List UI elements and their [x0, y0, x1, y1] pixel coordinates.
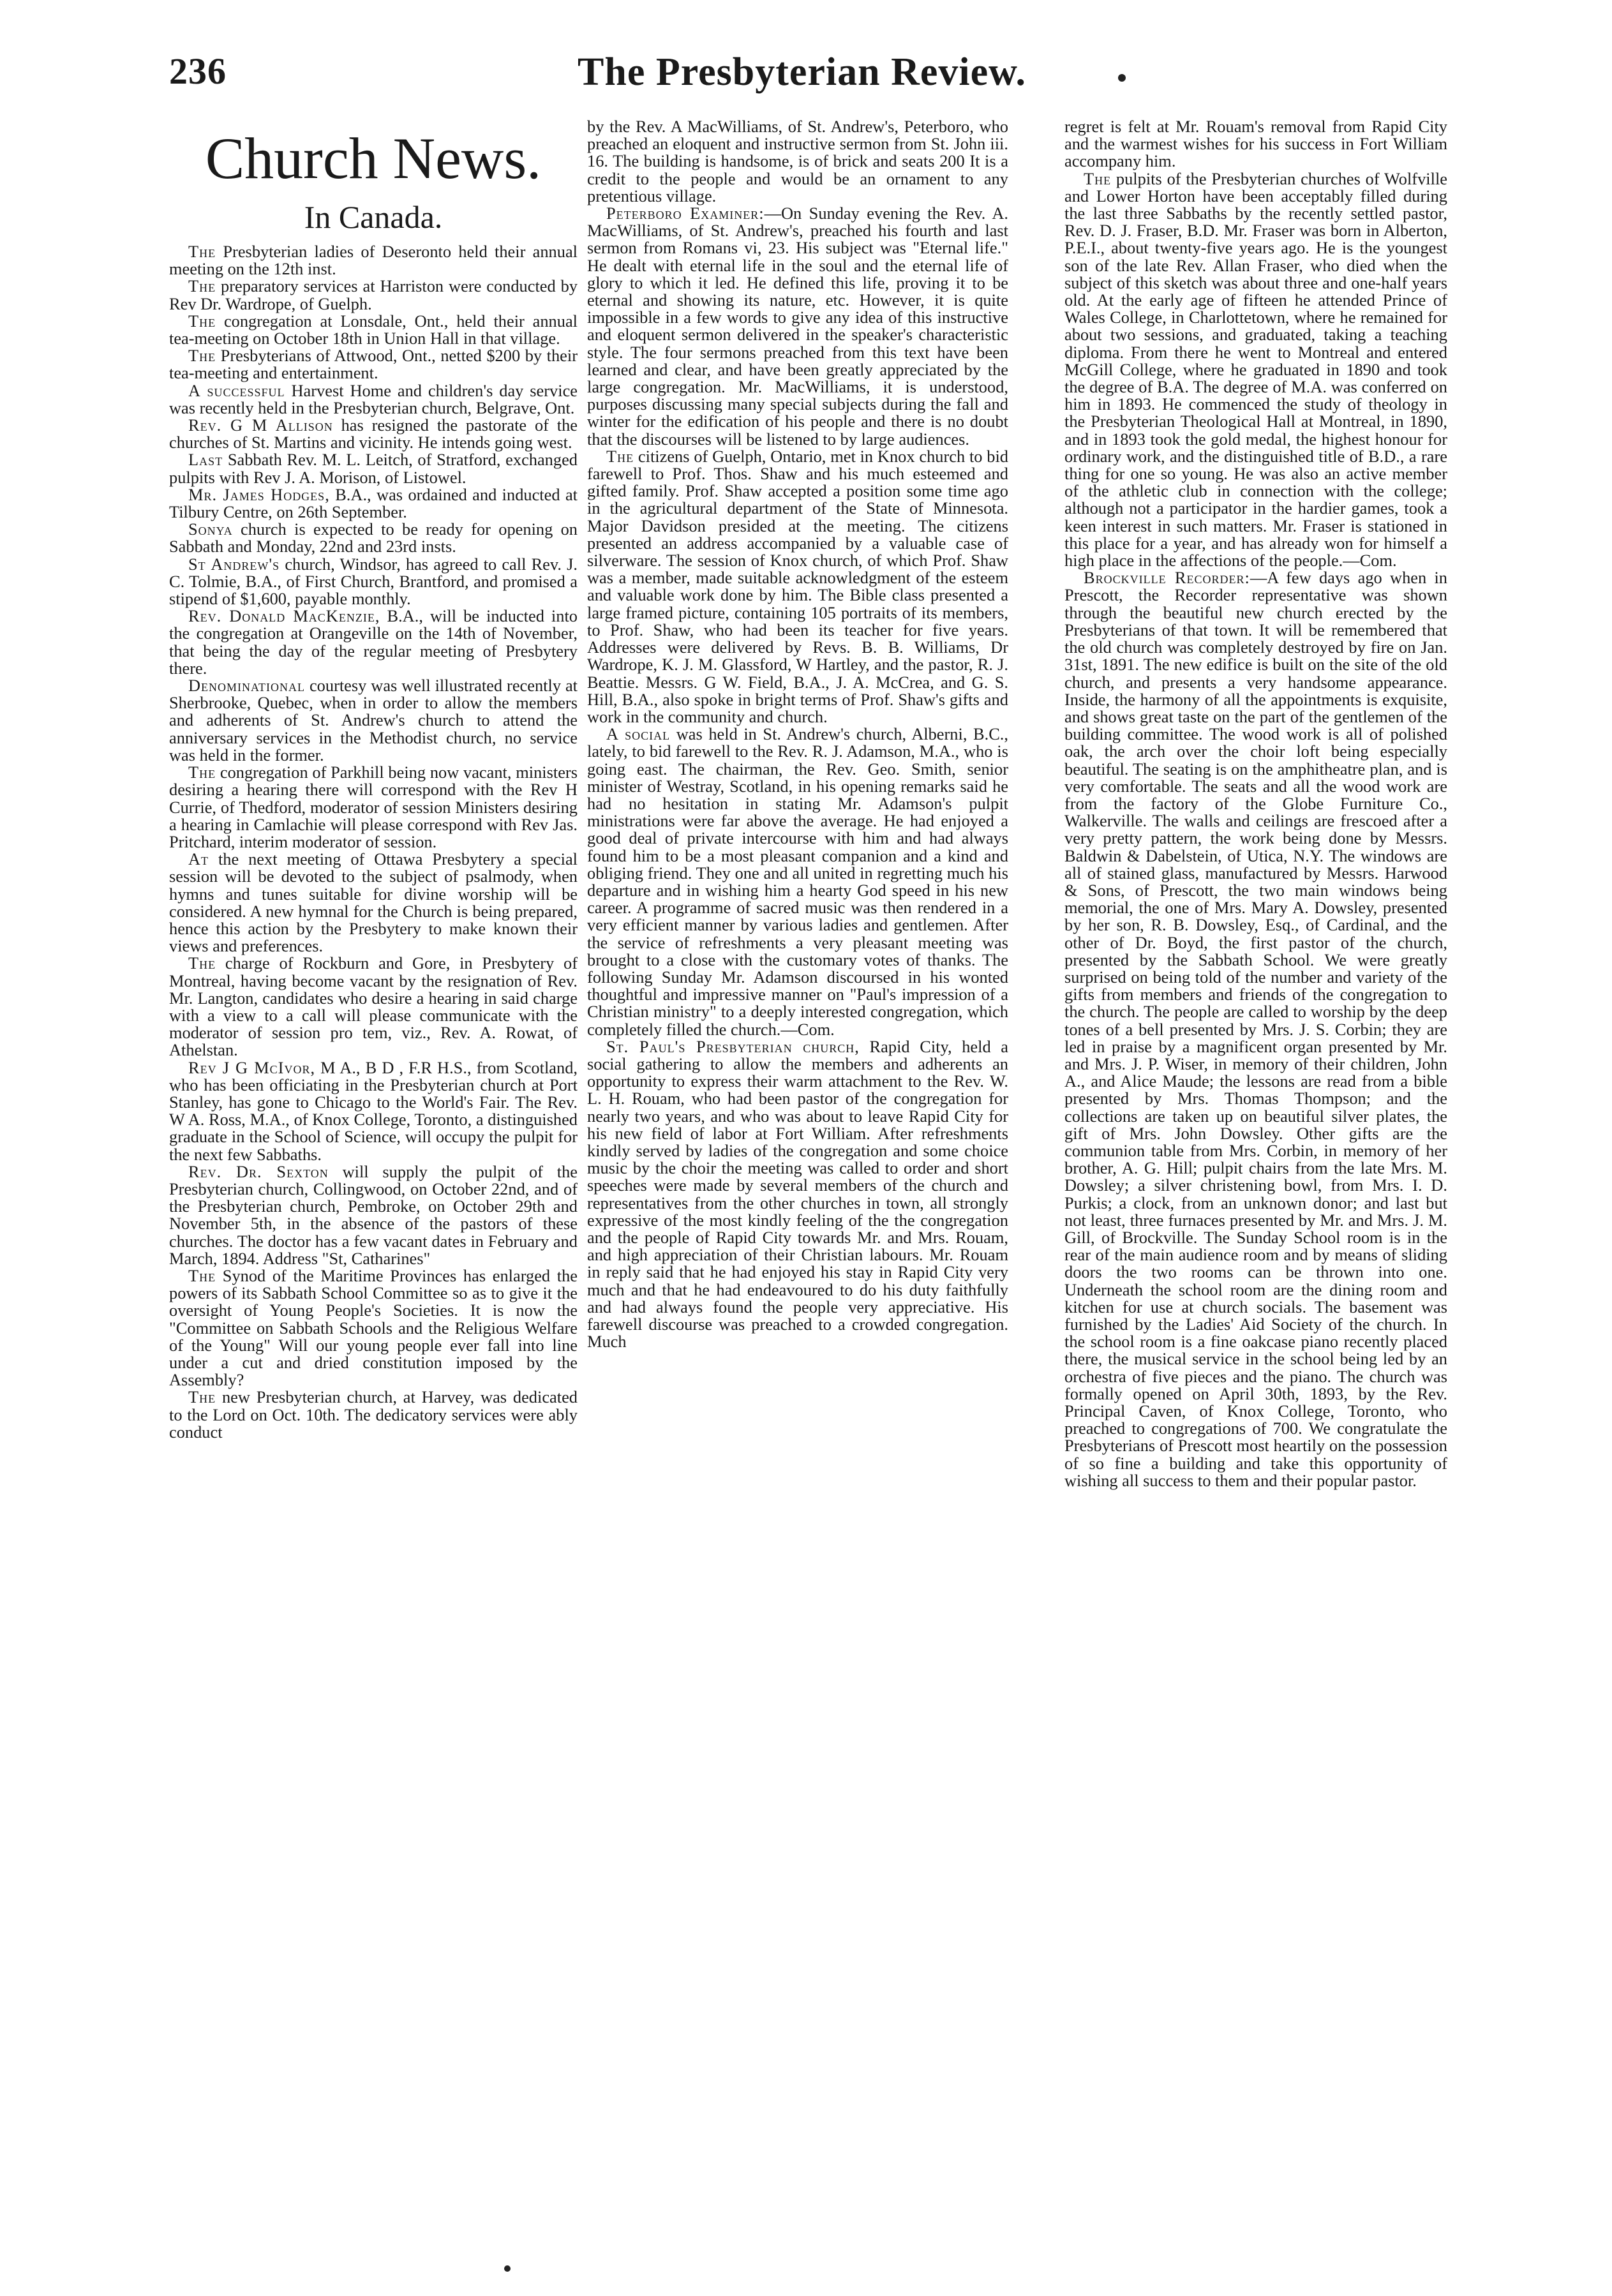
news-item — [169, 417, 578, 451]
news-item — [587, 205, 1008, 448]
news-item — [169, 1267, 578, 1389]
news-item-text: congregation at Lonsdale, Ont., held their annual tea-meeting on October 18th in Union Hall in that village. — [169, 311, 578, 348]
news-item-text: Rapid City, held a social gathering to allow the members and adherents an opportunity to express their warm attachment to the Rev. W. L. H. Rouam, who had been pastor of the congregation for nearly two years, and who was about to leave Rapid City for his new field of labor at Fort William. After refreshments kindly served by ladies of the congregation and some choice music by the choir the meeting was called to order and short speeches were made by several members of the church and representatives from the other churches in town, all strongly expressive of the most kindly feeling of the the congregation and the people of Rapid City towards Mr. and Mrs. Rouam, and high appreciation of their Christian labours. Mr. Rouam in reply said that he had enjoyed his stay in Rapid City very much and that he had endeavoured to do his duty faithfully and had always found the people very appreciative. His farewell discourse was preached to a crowded congregation. Much — [587, 1036, 1008, 1352]
news-item — [587, 448, 1008, 726]
column-1-items — [169, 243, 578, 1441]
news-item — [587, 118, 1008, 205]
news-item-text: M A., B D , F.R H.S., from Scotland, who has been officiating in the Presbyterian church at Port Stanley, has gone to Chicago to the World's Fair. The Rev. W A. Ross, M.A., of Knox College, Toronto, a distinguished graduate in the School of Science, will occupy the pulpit for the next few Sabbaths. — [169, 1057, 578, 1164]
news-item-text: church, Windsor, has agreed to call Rev. J. C. Tolmie, B.A., of First Church, Brantford, and promised a stipend of $1,600, payable monthly. — [169, 554, 578, 609]
section-title: Church News. — [205, 126, 542, 191]
news-item-text: has resigned the pastorate of the churches of St. Martins and vicinity. He intends going west. — [169, 415, 578, 452]
news-item-text: B.A., was ordained and inducted at Tilbury Centre, on 26th September. — [169, 484, 578, 522]
journal-title: The Presbyterian Review. — [578, 50, 1027, 94]
news-item — [169, 764, 578, 851]
news-item-text: the next meeting of Ottawa Presbytery a special session will be devoted to the subject of psalmody, when hymns and tunes suitable for divine worship will be considered. A new hymnal for the Church is being prepared, hence this action by the Presbytery to make known their views and preferences. — [169, 849, 578, 956]
column-3 — [1064, 118, 1447, 2218]
news-item-lead: Rev. Dr. Sexton — [188, 1161, 329, 1181]
news-item-lead: The — [606, 446, 634, 466]
news-item — [587, 1038, 1008, 1351]
column-2 — [587, 118, 1008, 2237]
news-item-text: by the Rev. A MacWilliams, of St. Andrew's, Peterboro, who preached an eloquent and instructive sermon from St. John iii. 16. The building is handsome, is of brick and seats 200 It is a credit to the people and would be an ornament to any pretentious village. — [587, 118, 1008, 205]
news-item-text: B.A., will be inducted into the congregation at Orangeville on the 14th of November, that being the day of the regular meeting of Presbytery there. — [169, 606, 578, 678]
news-item-lead: Brockville Recorder: — [1084, 568, 1250, 588]
news-item-lead: The — [188, 242, 216, 261]
news-item-lead: Rev. G M Allison — [188, 415, 333, 435]
news-item-text: citizens of Guelph, Ontario, met in Knox church to bid farewell to Prof. Thos. Shaw and his much esteemed and gifted family. Prof. Shaw accepted a position some time ago in the agricultural department of the State of Minnesota. Major Davidson presided at the meeting. The citizens presented an address accompanied by a valuable case of silverware. The session of Knox church, of which Prof. Shaw was a member, made suitable acknowledgment of the esteem and valuable work done by him. The Bible class presented a large framed picture, containing 105 portraits of its members, to Prof. Shaw, who had been its teacher for five years. Addresses were delivered by Revs. B. B. Williams, Dr Wardrope, K. J. M. Glassford, W Hartley, and the pastor, R. J. Beattie. Messrs. G W. Field, B.A., J. A. McCrea, and G. S. Hill, B.A., also spoke in bright terms of Prof. Shaw's gifts and work in the community and church. — [587, 446, 1008, 726]
news-item-lead: The — [188, 311, 216, 331]
news-item — [587, 726, 1008, 1038]
news-item-lead: The — [188, 346, 216, 366]
news-item — [1064, 569, 1447, 1489]
news-item — [1064, 118, 1447, 170]
news-item-text: Synod of the Maritime Provinces has enlarged the powers of its Sabbath School Committee so as to give it the oversight of Young People's Societies. It is now the "Committee on Sabbath Schools and the Religious Welfare of the Young" Will our young people ever fall into line under a cut and dried constitution imposed by the Assembly? — [169, 1265, 578, 1390]
news-item-lead: A social — [606, 724, 671, 744]
subsection-title: In Canada. — [304, 199, 443, 235]
news-item-lead: Denominational — [188, 676, 306, 696]
news-item-text: church is expected to be ready for opening on Sabbath and Monday, 22nd and 23rd insts. — [169, 519, 578, 556]
news-item-text: Presbyterians of Attwood, Ont., netted $200 by their tea-meeting and entertainment. — [169, 346, 578, 383]
news-item — [169, 521, 578, 555]
news-item — [169, 1163, 578, 1267]
news-item-lead: A successful — [188, 380, 285, 400]
news-item-lead: The — [188, 763, 216, 782]
news-item-text: courtesy was well illustrated recently at Sherbrooke, Quebec, when in order to allow the members and adherents of St. Andrew's church to attend the anniversary services in the Methodist church, no service was held in the former. — [169, 676, 578, 764]
news-item-lead: The — [188, 1387, 216, 1407]
news-item-lead: Peterboro Examiner: — [606, 204, 765, 223]
news-item — [169, 278, 578, 312]
news-item — [169, 382, 578, 417]
news-item — [169, 243, 578, 278]
news-item-lead: The — [1084, 168, 1112, 188]
news-item-text: new Presbyterian church, at Harvey, was dedicated to the Lord on Oct. 10th. The dedicatory services were ably conduct — [169, 1387, 578, 1442]
news-item — [169, 677, 578, 764]
column-2-items — [587, 118, 1008, 1350]
news-item-text: Sabbath Rev. M. L. Leitch, of Stratford, exchanged pulpits with Rev J. A. Morison, of Listowel. — [169, 450, 578, 487]
news-item-text: preparatory services at Harriston were conducted by Rev Dr. Wardrope, of Guelph. — [169, 276, 578, 313]
news-item-text: —On Sunday evening the Rev. A. MacWilliams, of St. Andrew's, preached his fourth and last sermon from Romans vi, 23. His subject was "Eternal life." He dealt with eternal life in the soul and the eternal life of glory to which it led. He defined this life, proving it to be eternal and showing its nature, etc. However, it is quite impossible in a few words to give any idea of this instructive and eloquent sermon delivered in the speaker's characteristic style. The four sermons preached from this text have been learned and clear, and have been greatly appreciated by the large congregation. Mr. MacWilliams, it is understood, purposes discussing many special subjects during the fall and winter for the edification of his people and there is no doubt that the discourses will be listened to by large audiences. — [587, 204, 1008, 449]
news-item — [169, 451, 578, 486]
news-item — [169, 608, 578, 677]
news-item — [169, 1059, 578, 1163]
news-item — [169, 1389, 578, 1441]
news-item-lead: Sonya — [188, 519, 233, 539]
news-item-lead: St Andrew's — [188, 554, 280, 574]
news-item-lead: The — [188, 1265, 216, 1285]
column-3-items — [1064, 118, 1447, 1489]
column-1 — [169, 118, 578, 2237]
news-item-text: was held in St. Andrew's church, Alberni, B.C., lately, to bid farewell to the Rev. R. J. Adamson, M.A., who is going east. The chairman, the Rev. Geo. Smith, senior minister of Westray, Scotland, in his opening remarks said he had no hesitation in stating Mr. Adamson's pulpit ministrations were far above the average. He had enjoyed a good deal of private intercourse with him and had always found him to be a most pleasant companion and a kind and obliging friend. They one and all united in regretting much his departure and in wishing him a hearty God speed in his new career. A programme of sacred music was then rendered in a very efficient manner by various ladies and gentlemen. After the service of refreshments a very pleasant meeting was brought to a close with the customary votes of thanks. The following Sunday Mr. Adamson discoursed in his wonted thoughtful and impressive manner on "Paul's impression of a Christian ministry" to a deeply interested congregation, which completely filled the church.—Com. — [587, 724, 1008, 1039]
news-item-lead: At — [188, 849, 209, 869]
news-item-lead: Mr. James Hodges, — [188, 484, 330, 504]
print-mark — [1118, 74, 1126, 82]
news-item — [169, 955, 578, 1059]
news-item-text: will supply the pulpit of the Presbyterian church, Collingwood, on October 22nd, and of the Presbyterian church, Pembroke, on October 29th and November 5th, in the absence of the pastors of these churches. The doctor has a few vacant dates in February and March, 1894. Address "St, Catharines" — [169, 1161, 578, 1268]
news-item-lead: Last — [188, 450, 223, 470]
news-item-lead: The — [188, 953, 216, 973]
page-number: 236 — [169, 50, 227, 92]
news-item — [169, 851, 578, 955]
print-mark-bottom — [504, 2265, 511, 2272]
news-item-text: charge of Rockburn and Gore, in Presbytery of Montreal, having become vacant by the resignation of Rev. Mr. Langton, candidates who desire a hearing in said charge with a view to a call will please communicate with the moderator of session pro tem, viz., Rev. A. Rowat, of Athelstan. — [169, 953, 578, 1060]
news-item-text: Harvest Home and children's day service was recently held in the Presbyterian church, Belgrave, Ont. — [169, 380, 578, 417]
news-item-lead: St. Paul's Presbyterian church, — [606, 1036, 860, 1056]
news-item — [169, 486, 578, 521]
news-item-text: —A few days ago when in Prescott, the Recorder representative was shown through the beautiful new church erected by the Presbyterians of that town. It will be remembered that the old church was completely destroyed by fire on Jan. 31st, 1891. The new edifice is built on the site of the old church, and presents a very handsome appearance. Inside, the harmony of all the appointments is exquisite, and shows great taste on the part of the gentlemen of the building committee. The wood work is all of polished oak, the arch over the choir loft being especially beautiful. The seating is on the amphitheatre plan, and is very comfortable. The seats and all the wood work are from the factory of the Globe Furniture Co., Walkerville. The walls and ceilings are frescoed after a very pretty pattern, the work being done by Messrs. Baldwin & Dabelstein, of Utica, N.Y. The windows are all of stained glass, manufactured by Messrs. Harwood & Sons, of Prescott, the two main windows being memorial, the one of Mrs. Mary A. Dowsley, presented by her son, R. B. Dowsley, Esq., of Cardinal, and the other of Dr. Boyd, the first pastor of the church, presented by the Sabbath School. We were greatly surprised on being told of the number and variety of the gifts from members and friends of the congregation to the church. The people are called to worship by the deep tones of a bell presented by Mrs. J. S. Corbin; they are led in praise by a magnificent organ presented by Mr. and Mrs. J. P. Wiser, in memory of their children, John A., and Alice Maude; the lessons are read from a bible presented by Mrs. Thomas Thompson; and the collections are taken up on beautiful silver plates, the gift of Mrs. John Dowsley. Other gifts are the communion table from Mrs. Corbin, in memory of her brother, A. G. Hill; pulpit chairs from the late Mrs. M. Dowsley; a silver christening bowl, from Mrs. I. D. Purkis; a clock, from an unknown donor; and last but not least, three furnaces presented by Mr. and Mrs. J. M. Gill, of Brockville. The Sunday School room is in the rear of the main audience room and by means of sliding doors the two rooms can be thrown into one. Underneath the school room are the dining room and kitchen for use at church socials. The basement was furnished by the Ladies' Aid Society of the church. In the school room is a fine oakcase piano recently placed there, the musical service in the school being led by an orchestra of five pieces and the piano. The church was formally opened on April 30th, 1893, by the Rev. Principal Caven, of Knox College, Toronto, who preached to congregations of 700. We congratulate the Presbyterians of Prescott most heartily on the possession of so fine a building and take this opportunity of wishing all success to them and their popular pastor. — [1064, 568, 1447, 1490]
news-item-text: pulpits of the Presbyterian churches of Wolfville and Lower Horton have been acceptably filled during the last three Sabbaths by the recently settled pastor, Rev. D. J. Fraser, B.D. Mr. Fraser was born in Alberton, P.E.I., about twenty-five years ago. He is the youngest son of the late Rev. Allan Fraser, who died when the subject of this sketch was about three and one-half years old. At the early age of fifteen he attended Prince of Wales College, in Charlottetown, where he remained for about two sessions, and graduated, taking a teaching diploma. From there he went to Montreal and entered McGill College, where he graduated in 1890 and took the degree of B.A. The degree of M.A. was conferred on him in 1893. He commenced the study of theology in the Presbyterian Theological Hall at Montreal, in 1890, and in 1893 took the gold medal, the highest honour for ordinary work, and the distinguished title of B.D., a rare thing for one so young. He was also an active member of the athletic club in connection with the college; although not a participator in the hardier games, took a keen interest in such matters. Mr. Fraser is stationed in this place for a year, and has already won for himself a high place in the affections of the people.—Com. — [1064, 168, 1447, 570]
news-item-text: congregation of Parkhill being now vacant, ministers desiring a hearing there will correspond with the Rev H Currie, of Thedford, moderator of session Ministers desiring a hearing in Camlachie will please correspond with Rev Jas. Pritchard, interim moderator of session. — [169, 763, 578, 851]
news-item-lead: Rev J G McIvor, — [188, 1057, 316, 1077]
news-item-lead: Rev. Donald MacKenzie, — [188, 606, 380, 626]
news-item — [169, 347, 578, 382]
news-item-text: Presbyterian ladies of Deseronto held their annual meeting on the 12th inst. — [169, 242, 578, 279]
news-item — [169, 313, 578, 347]
news-item — [1064, 170, 1447, 570]
news-item-lead: The — [188, 276, 216, 296]
news-item — [169, 556, 578, 608]
news-item-text: regret is felt at Mr. Rouam's removal from Rapid City and the warmest wishes for his success in Fort William accompany him. — [1064, 118, 1447, 171]
